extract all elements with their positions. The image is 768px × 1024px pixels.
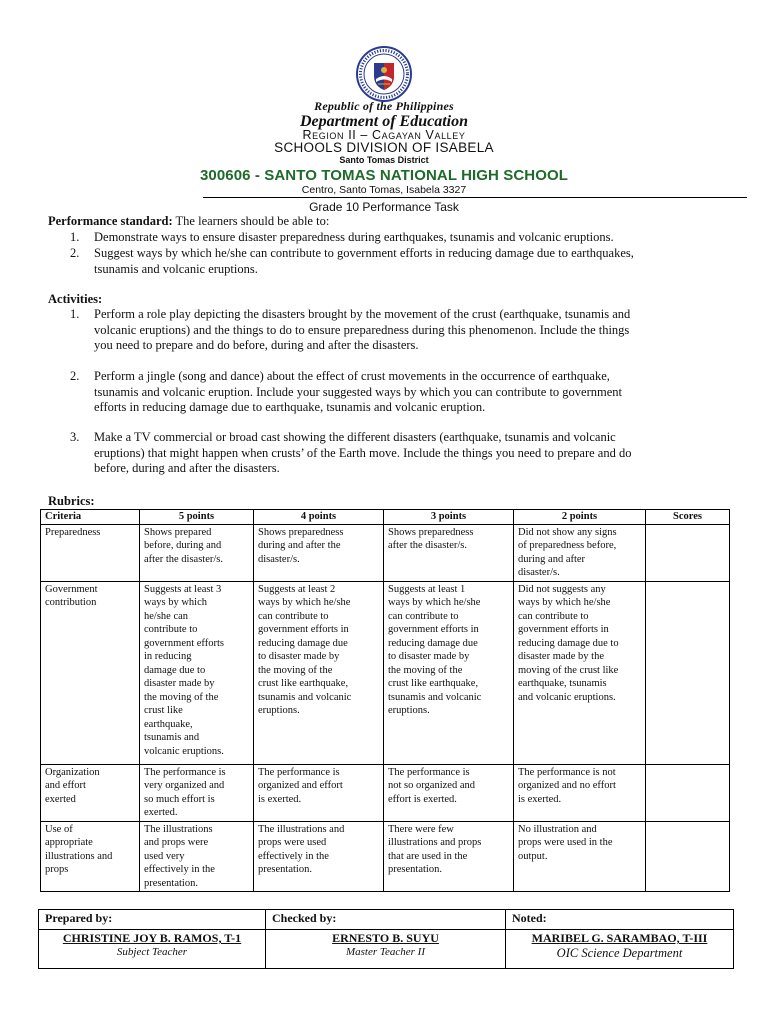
- cell-line: he/she can: [144, 610, 189, 622]
- cell-line: The performance is: [144, 766, 226, 778]
- cell-line: organized and effort: [258, 780, 343, 791]
- cell-line: of preparedness before,: [518, 540, 617, 551]
- signature-cell: [39, 930, 266, 969]
- signature-table: [38, 909, 734, 969]
- signature-header-row: [39, 910, 734, 930]
- cell-line: is exerted.: [518, 793, 562, 805]
- rubric-row: [41, 764, 730, 821]
- text-line: you need to prepare and do before, during and after the disasters.: [94, 338, 419, 352]
- cell-line: props were used: [258, 837, 327, 848]
- criteria-cell: [41, 821, 140, 892]
- performance-standard-heading: [48, 214, 718, 230]
- cell-line: not so organized and: [388, 780, 475, 791]
- rubric-cell: [384, 764, 514, 821]
- cell-line: reducing damage due: [258, 637, 348, 649]
- cell-line: government efforts: [144, 637, 224, 649]
- column-header: Criteria: [41, 510, 140, 525]
- cell-line: crust like: [144, 705, 183, 716]
- text-line: eruptions) that might happen when crusts’ of the Earth move. Include the things you need to prepare and do: [94, 445, 632, 460]
- cell-line: is exerted.: [258, 793, 302, 805]
- criteria-cell: [41, 581, 140, 764]
- rubrics-heading: [48, 494, 718, 510]
- rubric-cell: [140, 581, 254, 764]
- noted-label: Noted:: [506, 910, 734, 930]
- cell-line: output.: [518, 850, 548, 862]
- cell-line: presentation.: [258, 864, 312, 875]
- cell-line: The illustrations: [144, 823, 213, 835]
- cell-line: tsunamis and: [144, 732, 200, 743]
- score-cell[interactable]: [646, 524, 730, 581]
- rubric-body: [41, 524, 730, 892]
- cell-line: illustrations and: [45, 850, 113, 862]
- rubric-row: [41, 581, 730, 764]
- cell-line: ways by which he/she: [518, 597, 611, 608]
- checked-by-label: Checked by:: [266, 910, 506, 930]
- cell-line: Shows preparedness: [388, 526, 474, 538]
- cell-line: ways by which he/she: [388, 597, 481, 608]
- cell-line: reducing damage due to: [518, 637, 619, 649]
- cell-line: the moving of the: [144, 691, 219, 703]
- cell-line: Preparedness: [45, 526, 101, 538]
- cell-line: The performance is: [388, 766, 470, 778]
- activities-label: Activities:: [48, 292, 103, 306]
- cell-line: contribute to: [144, 624, 198, 635]
- cell-line: The illustrations and: [258, 823, 345, 835]
- text-line: Suggest ways by which he/she can contribute to government efforts in reducing damage due to earthquakes,: [94, 246, 634, 260]
- activities-heading: [48, 292, 718, 308]
- cell-line: exerted.: [144, 807, 178, 818]
- text-line: tsunamis and volcanic eruption. Include your suggested ways by which you can contribute to government: [94, 384, 622, 399]
- cell-line: Organization: [45, 766, 100, 778]
- cell-line: tsunamis and volcanic: [388, 691, 482, 703]
- item-text: [94, 369, 714, 416]
- cell-line: contribution: [45, 597, 97, 608]
- signatory-name: MARIBEL G. SARAMBAO, T-III: [531, 931, 708, 945]
- cell-line: crust like earthquake,: [258, 678, 349, 689]
- school-address: Centro, Santo Tomas, Isabela 3327: [301, 184, 467, 196]
- item-text: [94, 246, 714, 277]
- rubric-cell: [254, 821, 384, 892]
- score-cell[interactable]: [646, 764, 730, 821]
- cell-line: The performance is not: [518, 766, 616, 778]
- signatory-role: Subject Teacher: [116, 946, 188, 958]
- cell-line: No illustration and: [518, 823, 597, 835]
- cell-line: Did not suggests any: [518, 583, 606, 595]
- cell-line: very organized and: [144, 780, 225, 791]
- signature-cell: [506, 930, 734, 969]
- signatory-name: ERNESTO B. SUYU: [332, 931, 439, 945]
- column-header: 2 points: [514, 510, 646, 525]
- cell-line: can contribute to: [518, 610, 589, 622]
- item-number: 2.: [70, 369, 80, 383]
- cell-line: tsunamis and volcanic: [258, 691, 352, 703]
- item-text: [94, 230, 714, 246]
- cell-line: in reducing: [144, 651, 192, 662]
- cell-line: to disaster made by: [388, 651, 470, 662]
- cell-line: disaster made by the: [518, 651, 605, 662]
- task-title: Grade 10 Performance Task: [309, 200, 459, 214]
- cell-line: Use of: [45, 823, 73, 835]
- text-line: Perform a role play depicting the disasters brought by the movement of the crust (earthquake, tsunamis and: [94, 307, 631, 321]
- item-number: 3.: [70, 430, 80, 444]
- cell-line: Shows preparedness: [258, 526, 344, 538]
- text-line: efforts in reducing damage due to earthquake, tsunamis and volcanic eruption.: [94, 400, 486, 414]
- rubric-cell: [140, 524, 254, 581]
- cell-line: Government: [45, 583, 98, 595]
- performance-standard-label: Performance standard:: [48, 214, 173, 228]
- cell-line: presentation.: [388, 864, 442, 875]
- rubric-cell: [514, 524, 646, 581]
- rubric-cell: [254, 524, 384, 581]
- score-cell[interactable]: [646, 581, 730, 764]
- cell-line: disaster made by: [144, 678, 215, 689]
- performance-standard-intro: The learners should be able to:: [175, 214, 330, 228]
- cell-line: government efforts in: [258, 624, 349, 635]
- rubric-cell: [514, 821, 646, 892]
- cell-line: and effort: [45, 780, 86, 791]
- cell-line: government efforts in: [518, 624, 609, 635]
- cell-line: props: [45, 864, 69, 875]
- division-line: SCHOOLS DIVISION OF ISABELA: [274, 140, 494, 155]
- cell-line: and props were: [144, 837, 209, 848]
- signatory-role: Master Teacher II: [345, 946, 426, 958]
- cell-line: organized and no effort: [518, 780, 616, 791]
- cell-line: appropriate: [45, 837, 93, 848]
- rubric-cell: [254, 764, 384, 821]
- signature-names-row: [39, 930, 734, 969]
- cell-line: so much effort is: [144, 793, 215, 805]
- cell-line: used very: [144, 850, 185, 862]
- cell-line: Suggests at least 3: [144, 583, 222, 595]
- text-line: Demonstrate ways to ensure disaster preparedness during earthquakes, tsunamis and volcanic eruptions.: [94, 230, 614, 244]
- school-name: 300606 - SANTO TOMAS NATIONAL HIGH SCHOOL: [199, 167, 569, 184]
- cell-line: disaster/s.: [258, 553, 300, 565]
- cell-line: earthquake,: [144, 718, 193, 730]
- republic-line: Republic of the Philippines: [314, 99, 454, 113]
- cell-line: eruptions.: [388, 705, 430, 716]
- rubrics-label: Rubrics:: [48, 494, 95, 508]
- cell-line: Shows prepared: [144, 526, 212, 538]
- cell-line: the moving of the: [388, 664, 463, 676]
- department-line: Department of Education: [299, 113, 468, 130]
- cell-line: ways by which: [144, 597, 207, 608]
- signatory-role: OIC Science Department: [556, 946, 683, 960]
- cell-line: presentation.: [144, 877, 198, 889]
- cell-line: during and after: [518, 553, 586, 565]
- cell-line: and volcanic eruptions.: [518, 691, 616, 703]
- item-number: 2.: [70, 246, 80, 260]
- rubric-row: [41, 821, 730, 892]
- deped-seal-icon: [356, 46, 412, 102]
- cell-line: disaster/s.: [518, 567, 560, 578]
- cell-line: moving of the crust like: [518, 664, 619, 676]
- rubric-row: [41, 524, 730, 581]
- cell-line: earthquake, tsunamis: [518, 678, 607, 689]
- cell-line: to disaster made by: [258, 651, 340, 662]
- cell-line: crust like earthquake,: [388, 678, 479, 689]
- rubric-cell: [254, 581, 384, 764]
- region-line: Region II – Cagayan Valley: [302, 128, 466, 142]
- prepared-by-label: Prepared by:: [39, 910, 266, 930]
- cell-line: before, during and: [144, 540, 222, 551]
- header-divider: [203, 197, 747, 198]
- item-number: 1.: [70, 230, 80, 244]
- criteria-cell: [41, 524, 140, 581]
- cell-line: volcanic eruptions.: [144, 745, 224, 757]
- district-line: Santo Tomas District: [339, 155, 429, 165]
- rubric-cell: [384, 581, 514, 764]
- cell-line: effectively in the: [258, 850, 329, 862]
- text-line: tsunamis and volcanic eruptions.: [94, 261, 258, 276]
- cell-line: ways by which he/she: [258, 597, 351, 608]
- signatory-name: CHRISTINE JOY B. RAMOS, T-1: [62, 931, 242, 945]
- criteria-cell: [41, 764, 140, 821]
- rubric-table: [40, 509, 730, 892]
- cell-line: exerted: [45, 793, 76, 805]
- cell-line: effectively in the: [144, 864, 215, 875]
- text-line: Perform a jingle (song and dance) about the effect of crust movements in the occurrence of earthquake,: [94, 369, 610, 383]
- text-line: before, during and after the disasters.: [94, 461, 280, 475]
- column-header: 4 points: [254, 510, 384, 525]
- cell-line: There were few: [388, 823, 454, 835]
- cell-line: eruptions.: [258, 705, 300, 716]
- item-text: [94, 430, 714, 477]
- cell-line: government efforts in: [388, 624, 479, 635]
- item-text: [94, 307, 714, 354]
- cell-line: effort is exerted.: [388, 793, 457, 805]
- rubric-cell: [384, 524, 514, 581]
- cell-line: the moving of the: [258, 664, 333, 676]
- text-line: volcanic eruptions) and the things to do to ensure preparedness during this phenomenon. Include the things: [94, 322, 630, 337]
- cell-line: props were used in the: [518, 837, 613, 848]
- cell-line: can contribute to: [258, 610, 329, 622]
- cell-line: can contribute to: [388, 610, 459, 622]
- rubric-cell: [514, 581, 646, 764]
- item-number: 1.: [70, 307, 80, 321]
- rubric-cell: [384, 821, 514, 892]
- rubric-cell: [140, 764, 254, 821]
- cell-line: after the disaster/s.: [144, 553, 224, 565]
- cell-line: Suggests at least 2: [258, 583, 336, 595]
- cell-line: Suggests at least 1: [388, 583, 466, 595]
- cell-line: reducing damage due: [388, 637, 478, 649]
- rubric-cell: [140, 821, 254, 892]
- score-cell[interactable]: [646, 821, 730, 892]
- column-header: 3 points: [384, 510, 514, 525]
- rubric-header-row: [41, 510, 730, 525]
- signature-cell: [266, 930, 506, 969]
- cell-line: damage due to: [144, 664, 206, 676]
- column-header: 5 points: [140, 510, 254, 525]
- cell-line: during and after the: [258, 540, 341, 551]
- cell-line: The performance is: [258, 766, 340, 778]
- text-line: Make a TV commercial or broad cast showing the different disasters (earthquake, tsunamis and volcanic: [94, 430, 616, 444]
- column-header: Scores: [646, 510, 730, 525]
- cell-line: illustrations and props: [388, 837, 482, 848]
- cell-line: that are used in the: [388, 850, 468, 862]
- rubric-cell: [514, 764, 646, 821]
- cell-line: after the disaster/s.: [388, 540, 468, 551]
- cell-line: Did not show any signs: [518, 526, 617, 538]
